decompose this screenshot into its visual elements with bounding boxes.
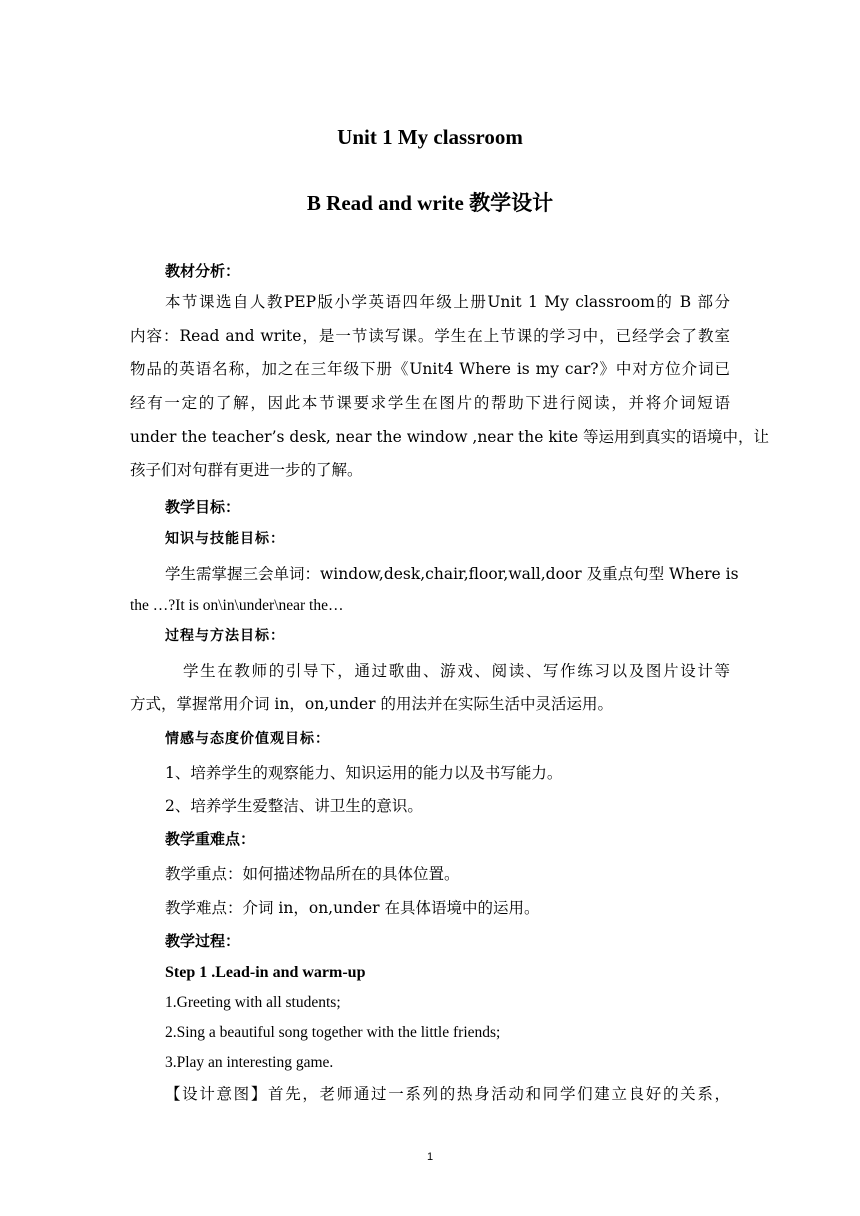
analysis-line: 孩子们对句群有更进一步的了解。 <box>130 461 363 479</box>
goals-heading: 教学目标： <box>165 498 241 516</box>
page-number: 1 <box>426 1151 434 1163</box>
knowledge-goals-line: the …?It is on\in\under\near the… <box>130 597 344 614</box>
process-goals-heading: 过程与方法目标： <box>165 628 285 644</box>
difficulty-line: 教学难点：介词 in，on,under 在具体语境中的运用。 <box>165 899 540 917</box>
design-intent-line: 【设计意图】首先，老师通过一系列的热身活动和同学们建立良好的关系， <box>165 1085 730 1103</box>
analysis-heading: 教材分析： <box>165 262 241 280</box>
procedure-heading: 教学过程： <box>165 932 241 950</box>
emotion-goals-line: 1、培养学生的观察能力、知识运用的能力以及书写能力。 <box>165 764 563 782</box>
emotion-goals-line: 2、培养学生爱整洁、讲卫生的意识。 <box>165 797 423 815</box>
analysis-line: under the teacher’s desk, near the window ,near the kite 等运用到真实的语境中，让 <box>130 428 770 446</box>
knowledge-goals-line: 学生需掌握三会单词：window,desk,chair,floor,wall,door 及重点句型 Where is <box>165 565 739 583</box>
process-goals-line: 方式，掌握常用介词 in，on,under 的用法并在实际生活中灵活运用。 <box>130 695 614 713</box>
analysis-line: 内容：Read and write，是一节读写课。学生在上节课的学习中，已经学会了教室 <box>130 327 730 345</box>
key-points-heading: 教学重难点： <box>165 830 256 848</box>
document-subtitle: B Read and write 教学设计 <box>306 191 554 215</box>
emotion-goals-heading: 情感与态度价值观目标： <box>165 731 330 747</box>
analysis-line: 经有一定的了解，因此本节课要求学生在图片的帮助下进行阅读，并将介词短语 <box>130 394 730 412</box>
analysis-line: 物品的英语名称，加之在三年级下册《Unit4 Where is my car?》中对方位介词已 <box>130 360 730 378</box>
step1-item: 1.Greeting with all students; <box>165 994 341 1011</box>
step1-item: 2.Sing a beautiful song together with the little friends; <box>165 1024 501 1041</box>
step1-heading: Step 1 .Lead-in and warm-up <box>165 964 366 981</box>
key-point-line: 教学重点：如何描述物品所在的具体位置。 <box>165 865 460 883</box>
knowledge-goals-heading: 知识与技能目标： <box>165 531 285 547</box>
process-goals-line: 学生在教师的引导下，通过歌曲、游戏、阅读、写作练习以及图片设计等 <box>183 662 730 680</box>
step1-item: 3.Play an interesting game. <box>165 1054 334 1071</box>
analysis-line: 本节课选自人教PEP版小学英语四年级上册Unit 1 My classroom的 B 部分 <box>165 293 730 311</box>
document-title: Unit 1 My classroom <box>337 125 523 149</box>
